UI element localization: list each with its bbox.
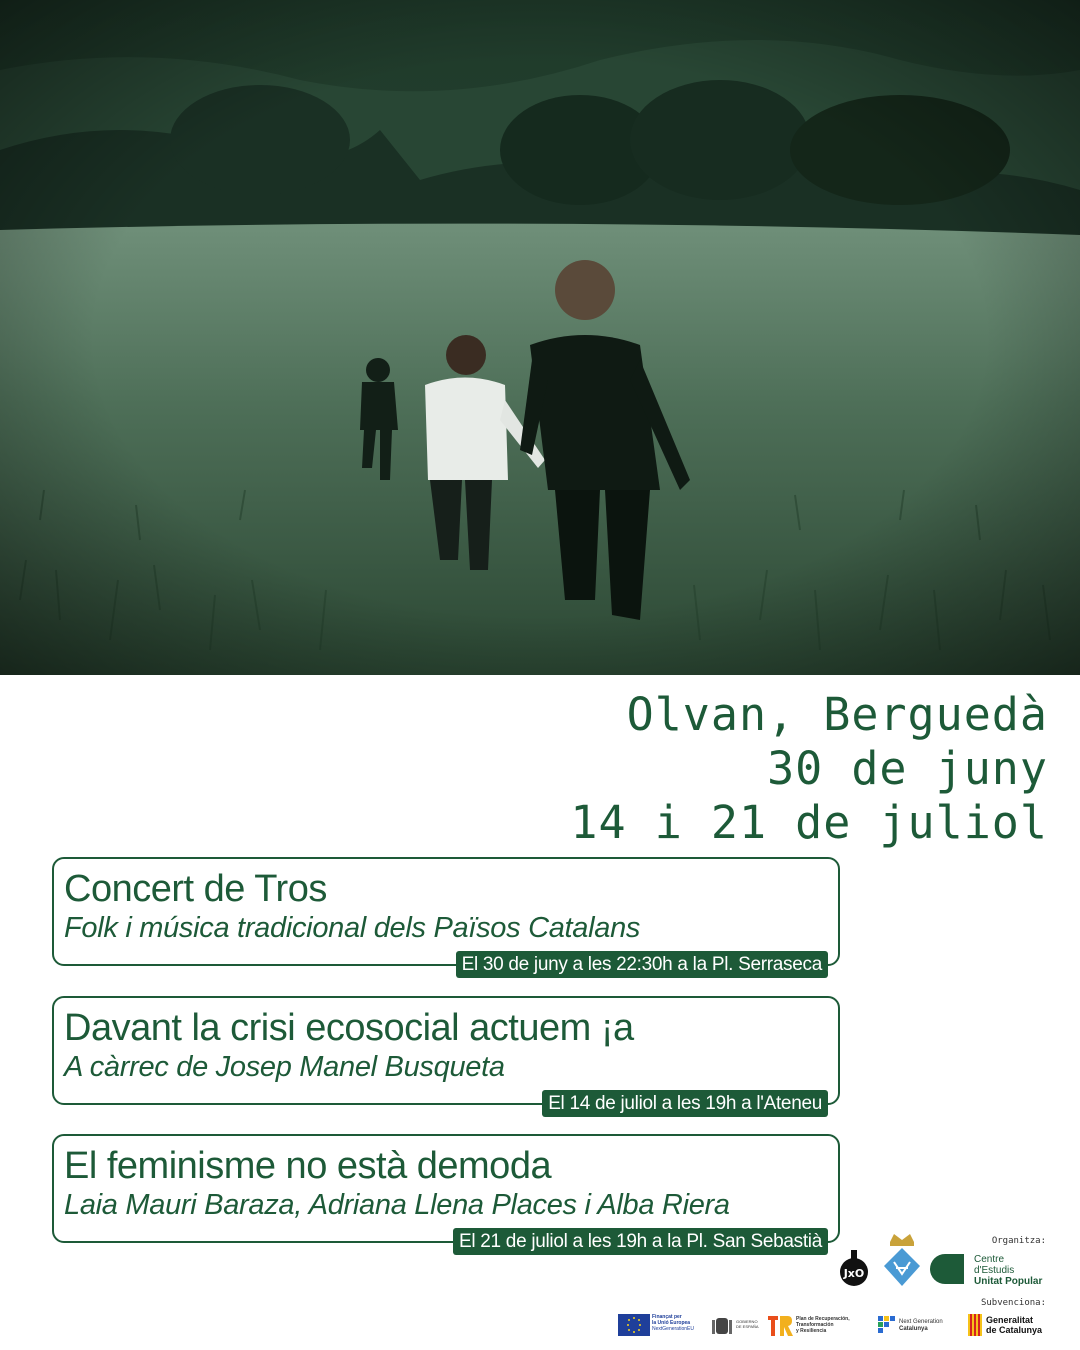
eu-line-1: Finançat per — [652, 1314, 682, 1320]
event-title: El feminisme no està demoda — [64, 1145, 552, 1187]
gen-line-1: Generalitat — [986, 1315, 1034, 1325]
ngc-logo-text — [899, 1319, 943, 1333]
location-text: Olvan, Berguedà — [626, 688, 1048, 741]
gobierno-logo-text — [736, 1319, 759, 1329]
plan-line-1: Plan de Recuperación, — [796, 1316, 850, 1322]
eu-flag-icon — [618, 1314, 650, 1336]
event-title: Concert de Tros — [64, 868, 327, 910]
gobierno-line-1: GOBIERNO — [736, 1319, 758, 1324]
date-line-1: 30 de juny — [767, 742, 1048, 795]
date-line-2: 14 i 21 de juliol — [570, 796, 1048, 849]
subvenciona-label: Subvenciona: — [980, 1298, 1046, 1308]
event-subtitle: Folk i música tradicional dels Països Catalans — [64, 912, 641, 944]
event-subtitle: Laia Mauri Baraza, Adriana Llena Places i Alba Riera — [64, 1189, 730, 1221]
ngc-line-1: Next Generation — [899, 1319, 943, 1325]
event-location-dates — [570, 688, 1048, 850]
jxo-logo — [834, 1250, 874, 1286]
spain-coat-of-arms-icon — [710, 1314, 734, 1338]
eu-line-2: la Unió Europea — [652, 1320, 691, 1326]
generalitat-senyera-icon — [968, 1314, 982, 1336]
eu-logo-text — [652, 1314, 694, 1332]
organitza-label: Organitza: — [991, 1236, 1046, 1246]
event-datetime-badge: El 21 de juliol a les 19h a la Pl. San Sebastià — [453, 1228, 828, 1255]
next-generation-catalunya-icon — [878, 1316, 896, 1334]
event-datetime-badge: El 30 de juny a les 22:30h a la Pl. Serraseca — [456, 951, 828, 978]
jxo-logo-text: JxO — [843, 1267, 865, 1280]
eu-line-3: NextGenerationEU — [652, 1326, 694, 1332]
event-card-crisi-ecosocial — [52, 996, 840, 1114]
plan-logo-text — [796, 1316, 850, 1334]
ceup-line-2: d'Estudis — [974, 1265, 1015, 1276]
ceup-line-3: Unitat Popular — [974, 1276, 1043, 1287]
event-card-feminisme — [52, 1134, 840, 1252]
ceup-logo-mark — [930, 1254, 964, 1284]
generalitat-logo-text — [986, 1315, 1042, 1335]
gen-line-2: de Catalunya — [986, 1325, 1043, 1335]
ceup-line-1: Centre — [974, 1254, 1005, 1265]
event-title: Davant la crisi ecosocial actuem ¡a — [64, 1007, 634, 1049]
plan-line-2: Transformación — [796, 1322, 834, 1328]
ngc-line-2: Catalunya — [899, 1326, 928, 1332]
event-card-concert — [52, 857, 840, 975]
gobierno-line-2: DE ESPAÑA — [736, 1324, 759, 1329]
event-subtitle: A càrrec de Josep Manel Busqueta — [64, 1051, 505, 1083]
ceup-logo-text — [974, 1254, 1042, 1287]
plan-line-3: y Resiliencia — [796, 1328, 827, 1334]
plan-recuperacion-icon — [766, 1314, 794, 1338]
event-datetime-badge: El 14 de juliol a les 19h a l'Ateneu — [542, 1090, 828, 1117]
olvan-crest-logo — [882, 1232, 922, 1288]
